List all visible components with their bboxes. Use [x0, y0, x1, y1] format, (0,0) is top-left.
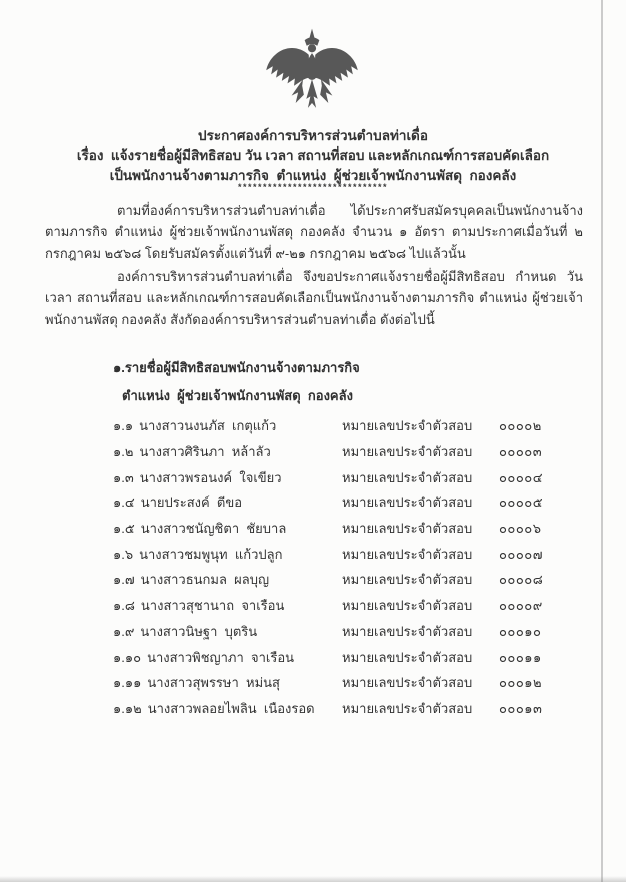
candidate-name: ๑.๑๐ นางสาวพิชญาภา จาเรือน — [113, 649, 295, 665]
candidate-name: ๑.๑๑ นางสาวสุพรรษา หม่นสุ — [113, 675, 280, 691]
exam-number-label: หมายเลขประจำตัวสอบ — [342, 598, 473, 614]
candidate-name: ๑.๖ นางสาวชมพูนุท แก้วปลูก — [113, 546, 283, 562]
candidate-name: ๑.๔ นายประสงค์ ตีขอ — [113, 495, 243, 511]
exam-number-value: ๐๐๐๑๐ — [499, 623, 542, 639]
exam-number-label: หมายเลขประจำตัวสอบ — [342, 649, 473, 665]
exam-number-value: ๐๐๐๐๓ — [499, 444, 543, 460]
candidate-row — [113, 619, 583, 645]
exam-number-value: ๐๐๐๐๗ — [499, 546, 544, 562]
exam-number-value: ๐๐๐๐๖ — [499, 521, 542, 537]
candidate-list — [113, 413, 583, 721]
exam-number-label: หมายเลขประจำตัวสอบ — [342, 675, 473, 691]
exam-number-label: หมายเลขประจำตัวสอบ — [342, 572, 473, 588]
exam-number-label: หมายเลขประจำตัวสอบ — [342, 469, 473, 485]
candidate-name: ๑.๕ นางสาวชนัญชิตา ชัยบาล — [113, 521, 287, 537]
section1-subheading: ตำแหน่ง ผู้ช่วยเจ้าพนักงานพัสดุ กองคลัง — [122, 388, 353, 403]
candidate-row — [113, 593, 583, 619]
candidate-name: ๑.๗ นางสาวธนกมล ผลบุญ — [113, 572, 270, 588]
exam-number-value: ๐๐๐๐๙ — [499, 598, 543, 614]
candidate-row — [113, 490, 583, 516]
exam-number-label: หมายเลขประจำตัวสอบ — [342, 418, 473, 434]
exam-number-value: ๐๐๐๐๔ — [499, 469, 544, 485]
garuda-emblem-icon — [261, 27, 363, 125]
exam-number-label: หมายเลขประจำตัวสอบ — [342, 700, 473, 716]
candidate-row — [113, 696, 583, 722]
candidate-name: ๑.๑๒ นางสาวพลอยไพลิน เนืองรอด — [113, 700, 315, 716]
candidate-name: ๑.๘ นางสาวสุชานาถ จาเรือน — [113, 598, 285, 614]
exam-number-value: ๐๐๐๑๓ — [499, 700, 543, 716]
section1-heading: ๑.รายชื่อผู้มีสิทธิสอบพนักงานจ้างตามภารกิจ — [113, 360, 360, 375]
exam-number-label: หมายเลขประจำตัวสอบ — [342, 521, 473, 537]
scan-bottom-shadow — [0, 876, 626, 882]
announcement-subject-line1: เรื่อง แจ้งรายชื่อผู้มีสิทธิสอบ วัน เวลา สถานที่สอบ และหลักเกณฑ์การสอบคัดเลือก — [76, 148, 550, 163]
exam-number-value: ๐๐๐๐๒ — [499, 418, 542, 434]
intro-paragraph: ตามที่องค์การบริหารส่วนตำบลท่าเดื่อ ได้ประกาศรับสมัครบุคคลเป็นพนักงานจ้างตามภารกิจ ตำแหน่ง ผู้ช่วยเจ้าพนักงานพัสดุ กองคลัง จำนวน ๑ อัตรา ตามประกาศเมื่อวันที่ ๒ กรกฎาคม ๒๕๖๘ โดยรับสมัครตั้งแต่วันที่ ๙-๒๑ กรกฎาคม ๒๕๖๘ ไปแล้วนั้น — [45, 203, 583, 261]
announcement-subject-line2: เป็นพนักงานจ้างตามภารกิจ ตำแหน่ง ผู้ช่วยเจ้าพนักงานพัสดุ กองคลัง — [109, 168, 517, 183]
exam-number-value: ๐๐๐๐๕ — [499, 495, 544, 511]
exam-number-label: หมายเลขประจำตัวสอบ — [342, 623, 473, 639]
candidate-row — [113, 439, 583, 465]
title-separator: ****************************** — [237, 182, 389, 192]
exam-number-label: หมายเลขประจำตัวสอบ — [342, 546, 473, 562]
candidate-row — [113, 516, 583, 542]
candidate-name: ๑.๓ นางสาวพรอนงค์ ใจเขียว — [113, 469, 282, 485]
candidate-row — [113, 464, 583, 490]
exam-number-value: ๐๐๐๐๘ — [499, 572, 544, 588]
candidate-row — [113, 567, 583, 593]
candidate-row — [113, 541, 583, 567]
candidate-row — [113, 413, 583, 439]
candidate-row — [113, 644, 583, 670]
candidate-name: ๑.๑ นางสาวนงนภัส เกตุแก้ว — [113, 418, 277, 434]
candidate-name: ๑.๙ นางสาวนิษฐา บุตริน — [113, 623, 258, 639]
scan-edge-line — [601, 0, 603, 882]
candidate-name: ๑.๒ นางสาวศิรินภา หล้าลัว — [113, 444, 271, 460]
exam-number-value: ๐๐๐๑๒ — [499, 675, 543, 691]
exam-number-value: ๐๐๐๑๑ — [499, 649, 542, 665]
exam-number-label: หมายเลขประจำตัวสอบ — [342, 444, 473, 460]
candidate-row — [113, 670, 583, 696]
announcement-title: ประกาศองค์การบริหารส่วนตำบลท่าเดื่อ — [198, 128, 428, 143]
exam-number-label: หมายเลขประจำตัวสอบ — [342, 495, 473, 511]
announcement-paragraph: องค์การบริหารส่วนตำบลท่าเดื่อ จึงขอประกาศแจ้งรายชื่อผู้มีสิทธิสอบ กำหนด วัน เวลา สถานที่สอบ และหลักเกณฑ์การสอบคัดเลือกเป็นพนักงานจ้างตามภารกิจ ตำแหน่ง ผู้ช่วยเจ้าพนักงานพัสดุ กองคลัง สังกัดองค์การบริหารส่วนตำบลท่าเดื่อ ดังต่อไปนี้ — [45, 269, 583, 327]
